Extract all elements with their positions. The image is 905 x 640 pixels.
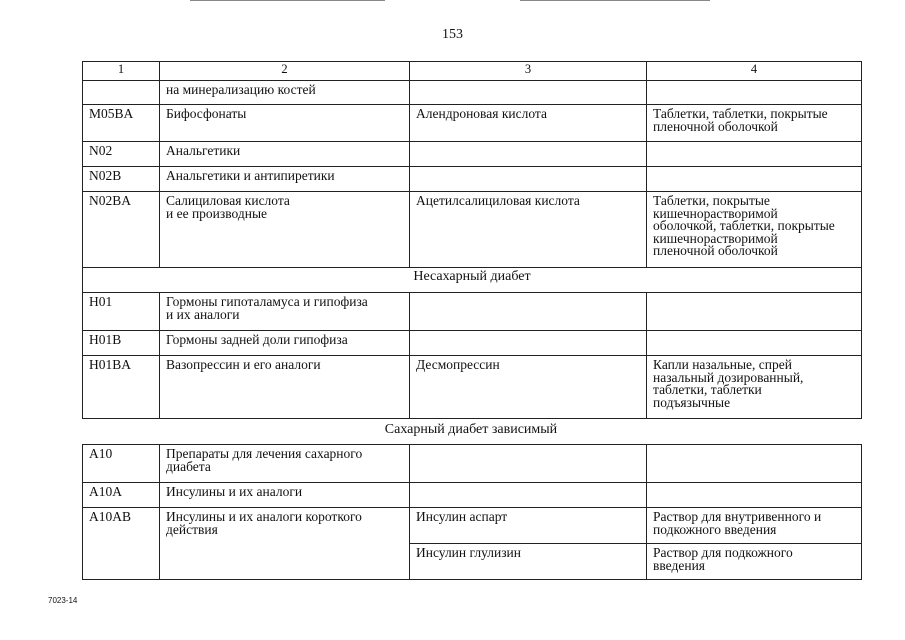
table-row [83,356,862,419]
form-cell [647,293,862,331]
substance-cell [410,331,647,356]
form-cell [647,331,862,356]
table-row [83,142,862,167]
group-cell: на минерализацию костей [160,81,410,105]
table-row [83,105,862,142]
form-cell [647,483,862,508]
column-header: 1 [83,62,160,81]
group-cell: Инсулины и их аналоги короткого действия [160,508,410,580]
form-cell: Капли назальные, спрей назальный дозированный, таблетки, таблетки подъязычные [647,356,862,419]
substance-cell: Инсулин аспарт [410,508,647,544]
group-cell: Вазопрессин и его аналоги [160,356,410,419]
form-cell: Раствор для подкожного введения [647,544,862,580]
atc-code-cell: N02B [83,167,160,192]
form-cell [647,81,862,105]
atc-code-cell: H01 [83,293,160,331]
substance-cell: Десмопрессин [410,356,647,419]
atc-code-cell: A10AB [83,508,160,580]
form-cell: Таблетки, покрытые кишечнорастворимой оболочкой, таблетки, покрытые кишечнорастворимой пленочной оболочкой [647,192,862,268]
substance-cell: Инсулин глулизин [410,544,647,580]
atc-code-cell: N02BA [83,192,160,268]
top-rule-left [190,0,385,1]
atc-code-cell: H01B [83,331,160,356]
group-cell: Анальгетики [160,142,410,167]
table-row [83,331,862,356]
column-header: 4 [647,62,862,81]
table-row [83,81,862,105]
substance-cell: Алендроновая кислота [410,105,647,142]
group-cell: Препараты для лечения сахарного диабета [160,445,410,483]
group-cell: Анальгетики и антипиретики [160,167,410,192]
form-cell [647,167,862,192]
atc-code-cell: N02 [83,142,160,167]
column-header: 3 [410,62,647,81]
drug-table-main [82,61,862,419]
section-row [83,268,862,293]
table-row [83,293,862,331]
group-cell: Гормоны гипоталамуса и гипофиза и их аналоги [160,293,410,331]
document-code: 7023-14 [48,596,78,605]
group-cell: Салициловая кислота и ее производные [160,192,410,268]
substance-cell [410,445,647,483]
atc-code-cell: A10 [83,445,160,483]
table-header-row [83,62,862,81]
table-row [83,192,862,268]
atc-code-cell: H01BA [83,356,160,419]
group-cell: Гормоны задней доли гипофиза [160,331,410,356]
form-cell: Раствор для внутривенного и подкожного введения [647,508,862,544]
substance-cell [410,142,647,167]
atc-code-cell: M05BA [83,105,160,142]
substance-cell [410,167,647,192]
atc-code-cell: A10A [83,483,160,508]
form-cell: Таблетки, таблетки, покрытые пленочной оболочкой [647,105,862,142]
substance-cell: Ацетилсалициловая кислота [410,192,647,268]
substance-cell [410,483,647,508]
top-rule-right [520,0,710,1]
substance-cell [410,81,647,105]
form-cell [647,142,862,167]
table-row [83,483,862,508]
column-header: 2 [160,62,410,81]
group-cell: Инсулины и их аналоги [160,483,410,508]
form-cell [647,445,862,483]
table-row [83,167,862,192]
drug-table-insulin [82,444,862,580]
page-number: 153 [442,27,463,42]
section-title-diabetes-dependent: Сахарный диабет зависимый [384,422,558,437]
substance-cell [410,293,647,331]
table-row [83,508,862,544]
section-title-diabetes-insipidus: Несахарный диабет [83,268,862,293]
table-row [83,445,862,483]
atc-code-cell [83,81,160,105]
group-cell: Бифосфонаты [160,105,410,142]
